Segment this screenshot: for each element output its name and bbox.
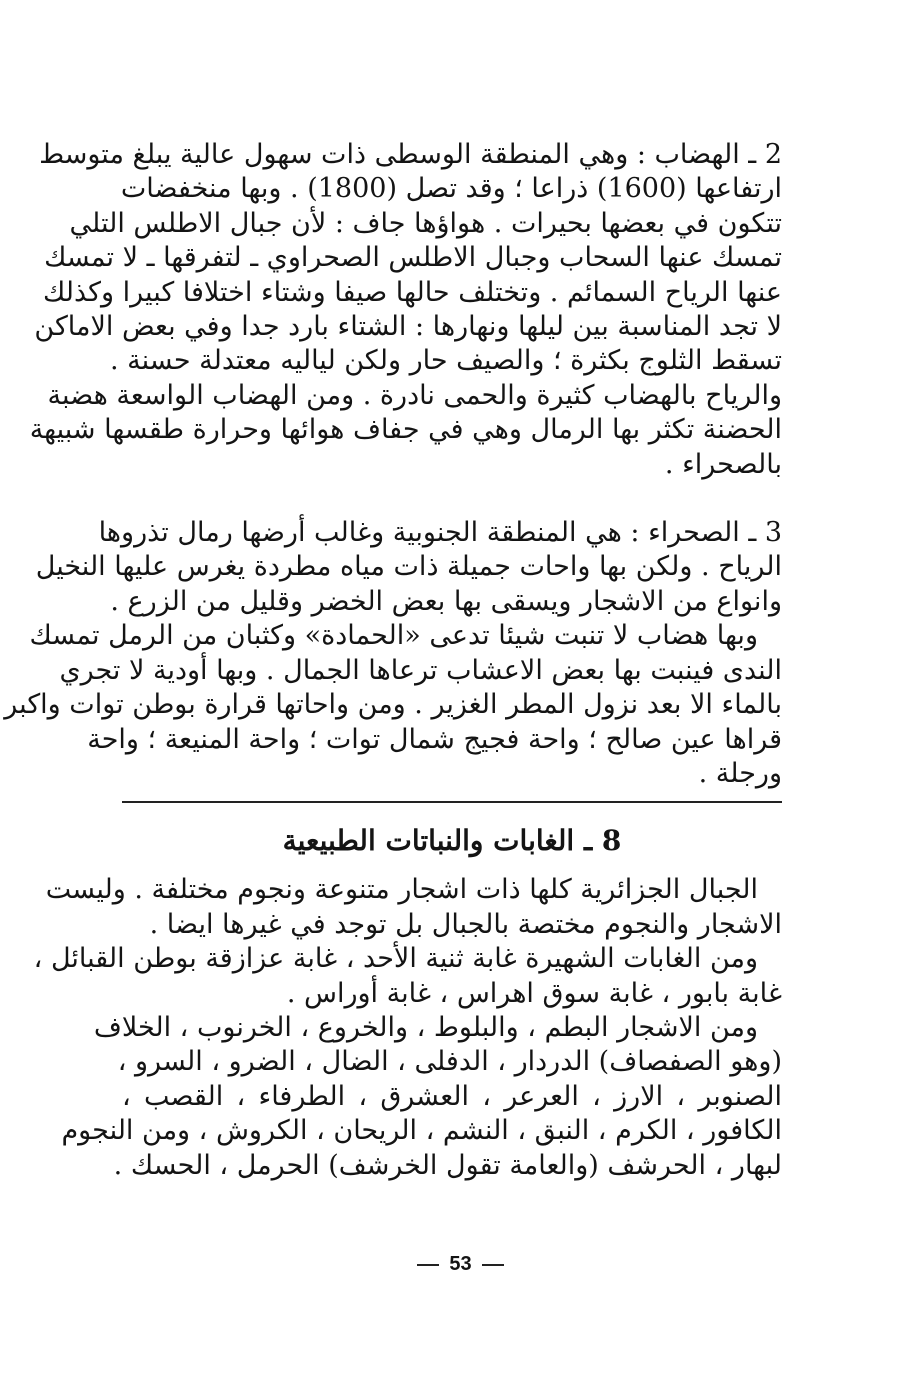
text-line: وبها هضاب لا تنبت شيئا تدعى «الحمادة» وكثبان من الرمل تمسك <box>29 620 758 652</box>
text-line: بالصحراء . <box>664 448 782 480</box>
text-line: ورجلة . <box>698 757 782 789</box>
page-body <box>4 138 782 1183</box>
text-line: الجبال الجزائرية كلها ذات اشجار متنوعة ونجوم مختلفة . وليست <box>45 874 758 906</box>
text-line: تسقط الثلوج بكثرة ؛ والصيف حار ولكن لياليه معتدلة حسنة . <box>109 345 782 377</box>
section-desert-paragraph <box>4 516 782 791</box>
section-divider <box>122 801 782 803</box>
text-line: بالماء الا بعد نزول المطر الغزير . ومن واحاتها قرارة بوطن توات واكبر <box>4 689 782 721</box>
text-line: الرياح . ولكن بها واحات جميلة ذات مياه مطردة يغرس عليها النخيل <box>35 551 782 583</box>
text-line: والرياح بالهضاب كثيرة والحمى نادرة . ومن الهضاب الواسعة هضبة <box>47 379 782 411</box>
text-line: لا تجد المناسبة بين ليلها ونهارها : الشتاء بارد جدا وفي بعض الاماكن <box>34 311 782 343</box>
section-heading: 8 ـ الغابات والنباتات الطبيعية <box>282 824 622 858</box>
text-line: عنها الرياح السمائم . وتختلف حالها صيفا وشتاء اختلافا كبيرا وكذلك <box>43 276 782 308</box>
text-line: ومن الاشجار البطم ، والبلوط ، والخروع ، الخرنوب ، الخلاف <box>93 1011 758 1043</box>
text-line: لبهار ، الحرشف (والعامة تقول الخرشف) الحرمل ، الحسك . <box>113 1149 782 1181</box>
text-line: ارتفاعها (1600) ذراعا ؛ وقد تصل (1800) . وبها منخفضات <box>120 173 782 205</box>
text-line: ومن الغابات الشهيرة غابة ثنية الأحد ، غابة عزازقة بوطن القبائل ، <box>33 943 758 975</box>
text-line: الحضنة تكثر بها الرمال وهي في جفاف هوائها وحرارة طقسها شبيهة <box>29 414 782 446</box>
text-line: الاشجار والنجوم مختصة بالجبال بل توجد في غيرها ايضا . <box>149 908 782 940</box>
text-line: تتكون في بعضها بحيرات . هواؤها جاف : لأن جبال الاطلس التلي <box>69 207 782 239</box>
text-line: الندى فينبت بها بعض الاعشاب ترعاها الجمال . وبها أودية لا تجري <box>59 654 782 686</box>
text-line: غابة بابور ، غابة سوق اهراس ، غابة أوراس . <box>286 977 782 1009</box>
page-number-dash-right <box>482 1264 504 1266</box>
section-forests-paragraph <box>33 873 782 1183</box>
text-line: الصنوبر ، الارز ، العرعر ، العشرق ، الطرفاء ، القصب ، <box>122 1080 782 1112</box>
page-number-dash-left <box>417 1264 439 1266</box>
text-line: قراها عين صالح ؛ واحة فجيج شمال توات ؛ واحة المنيعة ؛ واحة <box>87 723 782 755</box>
section-plateaus-paragraph <box>29 138 782 482</box>
text-line: 2 ـ الهضاب : وهي المنطقة الوسطى ذات سهول عالية يبلغ متوسط <box>39 139 782 170</box>
text-line: 3 ـ الصحراء : هي المنطقة الجنوبية وغالب أرضها رمال تذروها <box>98 517 782 549</box>
text-line: الكافور ، الكرم ، النبق ، النشم ، الريحان ، الكروش ، ومن النجوم <box>61 1115 782 1147</box>
page-number-value: 53 <box>449 1253 472 1275</box>
page-number <box>0 1253 921 1276</box>
text-line: تمسك عنها السحاب وجبال الاطلس الصحراوي ـ لتفرقها ـ لا تمسك <box>44 242 782 274</box>
text-line: (وهو الصفصاف) الدردار ، الدفلى ، الضال ، الضرو ، السرو ، <box>117 1046 782 1078</box>
text-line: وانواع من الاشجار ويسقى بها بعض الخضر وقليل من الزرع . <box>110 585 782 617</box>
